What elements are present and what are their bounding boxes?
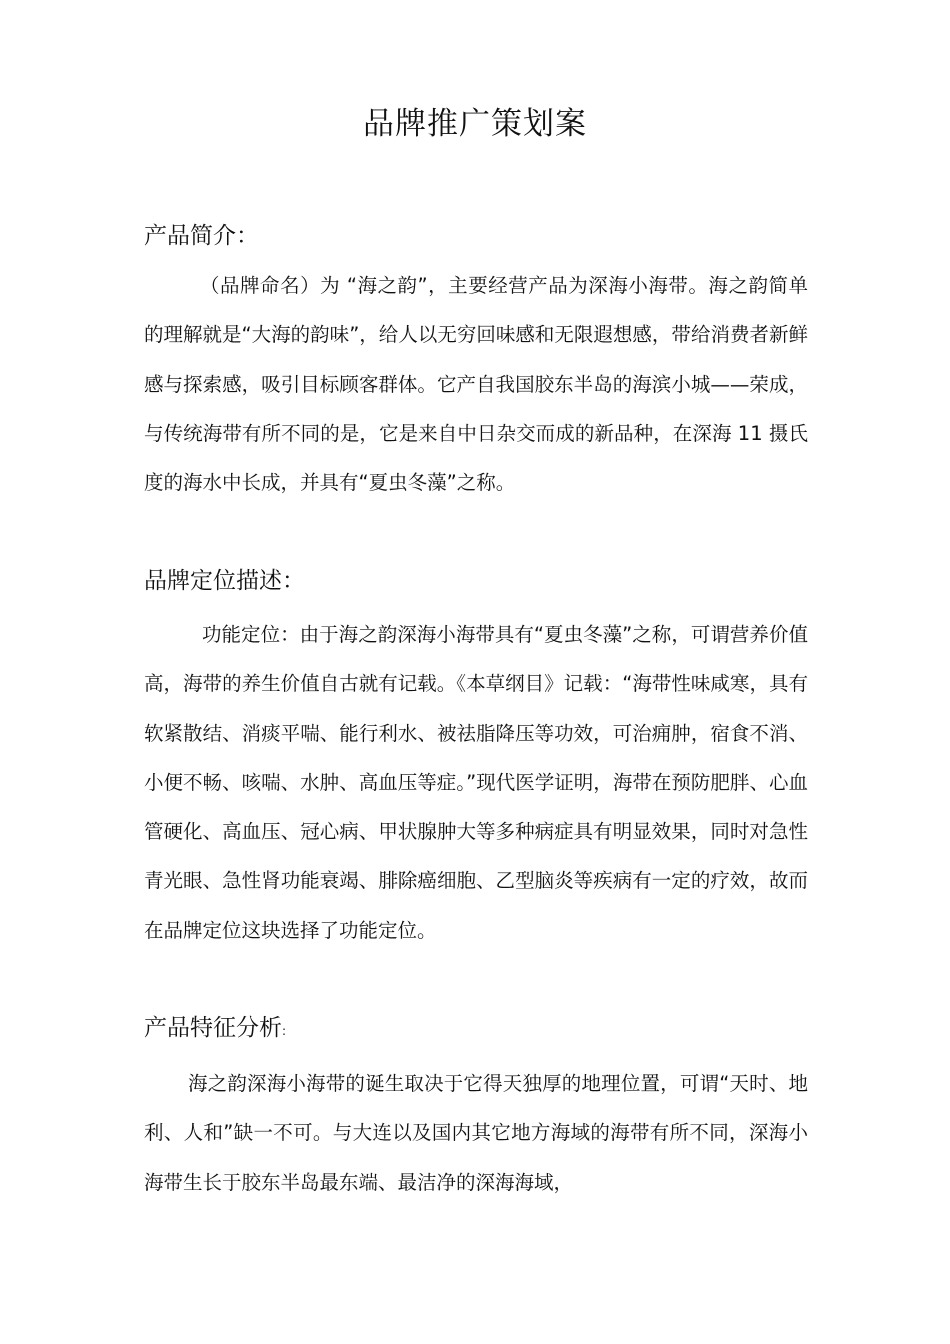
- section-heading-product-features-colon: :: [282, 1024, 287, 1038]
- paragraph-brand-positioning: 功能定位：由于海之韵深海小海带具有“夏虫冬藻”之称，可谓营养价值高，海带的养生价值自古就有记载。《本草纲目》记载：“海带性味咸寒，具有软紧散结、消痰平喘、能行利水、被祛脂降压等功效，可治痈肿，宿食不消、小便不畅、咳喘、水肿、高血压等症。”现代医学证明，海带在预防肥胖、心血管硬化、高血压、冠心病、甲状腺肿大等多种病症具有明显效果，同时对急性青光眼、急性肾功能衰竭、腓除癌细胞、乙型脑炎等疾病有一定的疗效，故而在品牌定位这块选择了功能定位。: [144, 623, 808, 942]
- paragraph-product-features: 海之韵深海小海带的诞生取决于它得天独厚的地理位置，可谓“天时、地利、人和”缺一不可。与大连以及国内其它地方海域的海带有所不同，深海小海带生长于胶东半岛最东端、最洁净的深海海域，: [144, 1072, 808, 1194]
- document-title: 品牌推广策划案: [363, 106, 587, 142]
- section-heading-brand-positioning: 品牌定位描述：: [144, 568, 305, 594]
- section-heading-product-intro: 产品简介：: [144, 223, 259, 249]
- section-heading-product-features-text: 产品特征分析: [144, 1015, 282, 1041]
- paragraph-product-intro: （品牌命名）为 “海之韵”，主要经营产品为深海小海带。海之韵简单的理解就是“大海的韵味”，给人以无穷回味感和无限遐想感，带给消费者新鲜感与探索感，吸引目标顾客群体。它产自我国胶东半岛的海滨小城——荣成，与传统海带有所不同的是，它是来自中日杂交而成的新品种，在深海 11 摄氏度的海水中长成，并具有“夏虫冬藻”之称。: [144, 274, 808, 495]
- section-heading-product-features: [144, 1012, 286, 1047]
